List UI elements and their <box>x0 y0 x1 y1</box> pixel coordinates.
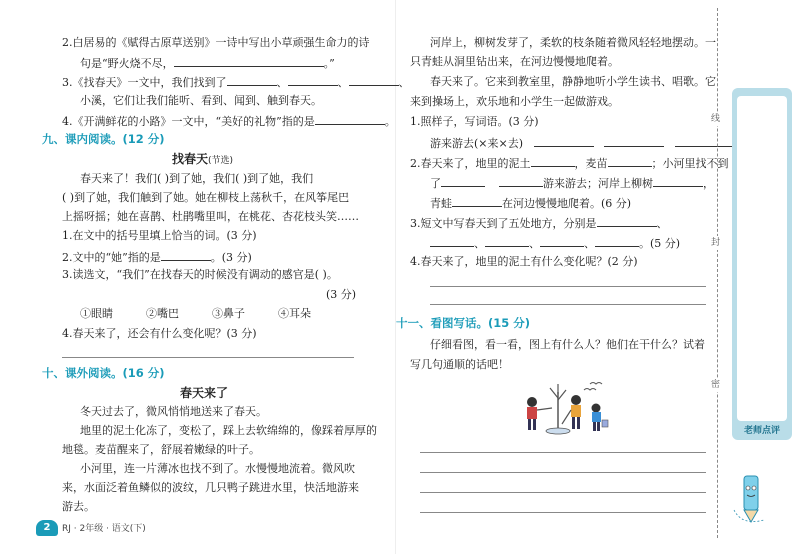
section-9-heading: 九、课内阅读。(12 分) <box>42 132 165 146</box>
q3-prefix: 3.短文中写春天到了五处地方，分别是 <box>410 217 597 230</box>
passage-2-line7: 河岸上，柳树发芽了，柔软的枝条随着微风轻轻地摆动。一 <box>430 36 716 49</box>
passage-2-question-1-example <box>430 135 735 151</box>
passage-1-title <box>172 152 233 168</box>
question-2-line1: 2.白居易的《赋得古原草送别》一诗中写出小草顽强生命力的诗 <box>62 36 370 49</box>
passage-2-question-2-line2 <box>430 175 714 191</box>
binding-mark-1: 线 <box>711 114 721 124</box>
q2-blank-6[interactable] <box>452 195 502 207</box>
q4-blank[interactable] <box>315 113 385 125</box>
q2-part-g: 青蛙 <box>430 197 452 210</box>
binding-mark-3: 密 <box>711 380 721 390</box>
q4-prefix: 4.《开满鲜花的小路》一文中，“美好的礼物”指的是 <box>62 115 315 128</box>
question-4 <box>62 113 396 129</box>
q3-blank-2[interactable] <box>288 74 338 86</box>
answer-line[interactable] <box>430 286 706 287</box>
q2-part-b: ，麦苗 <box>574 157 608 170</box>
answer-line[interactable] <box>430 304 706 305</box>
teacher-comment-box[interactable] <box>737 96 787 421</box>
writing-line[interactable] <box>420 512 706 513</box>
binding-mark-2: 封 <box>711 238 721 248</box>
q2-part-e: 游来游去；河岸上柳树 <box>543 177 653 190</box>
q2-part-d: 了 <box>430 177 441 190</box>
question-3-line1: 3.《找春天》一文中，我们找到了 、 、 、 <box>62 76 410 89</box>
page-number: 2 <box>43 522 51 533</box>
q1-blank-2[interactable] <box>604 135 664 147</box>
children-planting-tree-illustration <box>518 378 610 438</box>
q2-blank-4[interactable] <box>499 175 543 187</box>
question-3-line2: 小溪，它们让我们能听、看到、闻到、触到春天。 <box>80 94 322 107</box>
section-11-heading: 十一、看图写话。(15 分) <box>396 316 531 330</box>
q2-blank[interactable] <box>174 55 324 67</box>
q3-blank-5[interactable] <box>595 235 639 247</box>
passage-2-line3: 地毯。麦苗醒来了，舒展着嫩绿的叶子。 <box>62 443 260 456</box>
passage-1-line2: ( )到了她，我们触到了她。她在柳枝上荡秋千，在风筝尾巴 <box>62 191 350 204</box>
passage-2-question-2-line1 <box>410 155 729 171</box>
section-10-heading: 十、课外阅读。(16 分) <box>42 366 165 380</box>
q1-blank-3[interactable] <box>675 135 735 147</box>
option-2[interactable]: ②嘴巴 <box>146 307 179 320</box>
q3-blank-3[interactable] <box>485 235 529 247</box>
passage-2-line8: 只青蛙从洞里钻出来，在河边慢慢地爬着。 <box>410 55 619 68</box>
passage-2-line10: 来到操场上，欢乐地和小学生一起做游戏。 <box>410 95 619 108</box>
passage-2-line5: 来，水面泛着鱼鳞似的波纹，几只鸭子跳进水里，快活地游来 <box>62 481 359 494</box>
passage-1-line3: 上摇呀摇；她在喜鹊、杜鹃嘴里叫，在桃花、杏花枝头笑…… <box>62 210 359 223</box>
passage-2-question-3-line1: 3.短文中写春天到了五处地方，分别是 、 <box>410 217 668 230</box>
passage-1-question-3-score: (3 分) <box>326 288 357 301</box>
passage-1-question-2 <box>62 249 252 265</box>
passage-2-question-3-line2: 、 、 、 。(5 分) <box>430 235 680 251</box>
option-1[interactable]: ①眼睛 <box>80 307 113 320</box>
q3-blank-1[interactable] <box>597 215 657 227</box>
p1-q2-blank[interactable] <box>161 249 211 261</box>
q2-blank-2[interactable] <box>608 155 652 167</box>
pencil-mascot-icon <box>732 470 772 526</box>
writing-instruction-line2: 写几句通顺的话吧！ <box>410 358 509 371</box>
q2-part-c: ；小河里找不到 <box>651 157 729 170</box>
q2-suffix: 。” <box>323 57 335 70</box>
passage-2-question-4: 4.春天来了，地里的泥土有什么变化呢？(2 分) <box>410 255 638 268</box>
q3-blank-1[interactable] <box>227 74 277 86</box>
passage-2-line4: 小河里，连一片薄冰也找不到了。水慢慢地流着。微风吹 <box>80 462 355 475</box>
passage-2-question-1: 1.照样子，写词语。(3 分) <box>410 115 539 128</box>
q1-example: 游来游去(×来×去) <box>430 137 524 150</box>
q3-blank-2[interactable] <box>430 235 474 247</box>
question-2-line2 <box>80 55 335 71</box>
writing-line[interactable] <box>420 472 706 473</box>
writing-line[interactable] <box>420 452 706 453</box>
option-4[interactable]: ④耳朵 <box>278 307 311 320</box>
q2-blank-3[interactable] <box>441 175 485 187</box>
q2-blank-1[interactable] <box>531 155 575 167</box>
writing-line[interactable] <box>420 492 706 493</box>
passage-1-question-4: 4.春天来了，还会有什么变化呢？(3 分) <box>62 327 257 340</box>
passage-2-title: 春天来了 <box>180 386 229 400</box>
teacher-comment-label: 老师点评 <box>743 426 780 436</box>
cut-line <box>717 8 718 538</box>
page-number-badge <box>36 520 58 536</box>
q1-blank-1[interactable] <box>534 135 594 147</box>
passage-2-line6: 游去。 <box>62 500 95 513</box>
passage-1-title-text: 找春天 <box>172 152 209 166</box>
p1-q2-prefix: 2.文中的“她”指的是 <box>62 251 161 264</box>
q3-suffix: 。(5 分) <box>639 237 681 250</box>
q3-prefix: 3.《找春天》一文中，我们找到了 <box>62 76 227 89</box>
passage-2-question-2-line3 <box>430 195 631 211</box>
q3-blank-3[interactable] <box>349 74 399 86</box>
passage-2-line9: 春天来了。它来到教室里，静静地听小学生读书、唱歌。它 <box>430 75 716 88</box>
q2-part-a: 2.春天来了，地里的泥土 <box>410 157 531 170</box>
q4-suffix: 。 <box>384 115 396 128</box>
q2-prefix: 句是“野火烧不尽， <box>80 57 174 70</box>
writing-instruction-line1: 仔细看图，看一看，图上有什么人？他们在干什么？试着 <box>430 338 705 351</box>
passage-1-question-1: 1.在文中的括号里填上恰当的词。(3 分) <box>62 229 257 242</box>
passage-2-line2: 地里的泥土化冻了，变松了，踩上去软绵绵的，像踩着厚厚的 <box>80 424 377 437</box>
q2-blank-5[interactable] <box>653 175 703 187</box>
passage-2-line1: 冬天过去了，微风悄悄地送来了春天。 <box>80 405 267 418</box>
passage-1-line1: 春天来了！我们( )到了她，我们( )到了她，我们 <box>80 172 314 185</box>
passage-1-question-3: 3.读选文，“我们”在找春天的时候没有调动的感官是( )。 <box>62 268 338 281</box>
p1-q2-suffix: 。(3 分) <box>210 251 252 264</box>
answer-line[interactable] <box>62 357 354 358</box>
q2-part-f: ， <box>703 177 714 190</box>
option-3[interactable]: ③鼻子 <box>212 307 245 320</box>
q3-blank-4[interactable] <box>540 235 584 247</box>
footer-text: RJ · 2年级 · 语文(下) <box>62 524 146 534</box>
q2-part-h: 在河边慢慢地爬着。(6 分) <box>502 197 632 210</box>
passage-1-note: (节选) <box>208 156 234 166</box>
